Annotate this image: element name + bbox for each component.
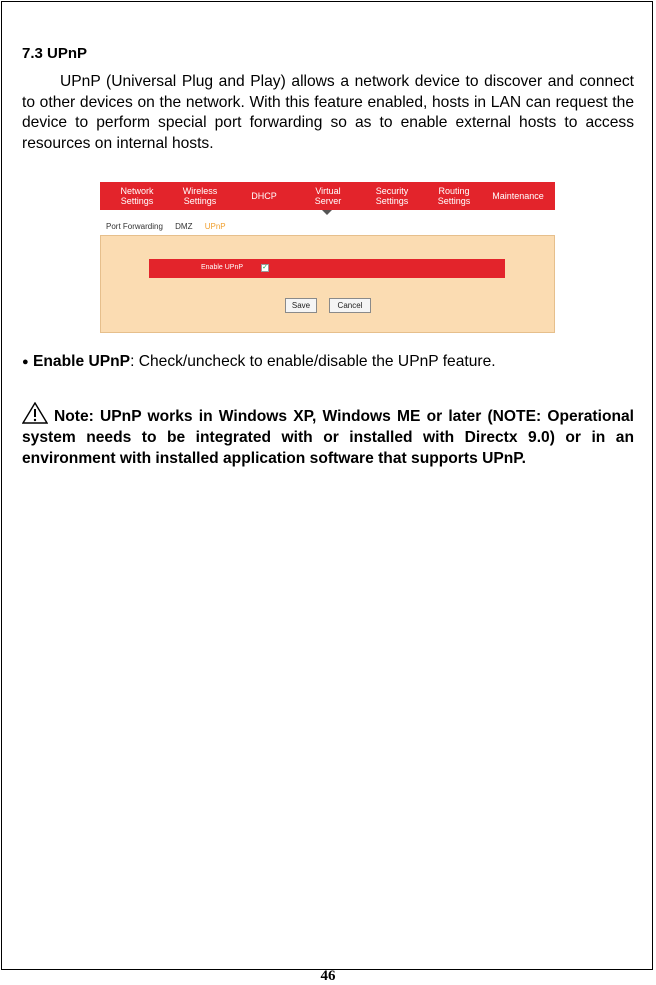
nav-label-line1: Virtual <box>315 185 341 196</box>
page-number: 46 <box>320 968 336 984</box>
nav-label-line2: Settings <box>375 196 409 206</box>
enable-upnp-row <box>149 259 505 278</box>
intro-paragraph: UPnP (Universal Plug and Play) allows a network device to discover and connect to other devices on the network. With this feature enabled, hosts in LAN can request the device to perform special port forwarding so as to enable external hosts to access resources on internal hosts. <box>22 73 634 152</box>
bullet-term: Enable UPnP <box>33 353 131 370</box>
nav-label-line1: Wireless <box>182 185 218 196</box>
section-heading: 7.3 UPnP <box>22 45 88 62</box>
nav-virtual-server[interactable] <box>300 182 356 210</box>
tab-upnp[interactable]: UPnP <box>204 222 226 231</box>
tab-port-forwarding[interactable]: Port Forwarding <box>106 222 163 231</box>
nav-label-line1: Security <box>375 185 409 196</box>
sub-tabs <box>106 222 236 231</box>
nav-label-line1: Maintenance <box>492 190 544 201</box>
note-text: Note: UPnP works in Windows XP, Windows ME or later (NOTE: Operational system needs to be integrated with or installed with Directx 9.0) or in an environment with installed application software that supports UPnP. <box>22 408 634 467</box>
nav-security-settings[interactable] <box>364 182 420 210</box>
enable-upnp-bullet <box>22 353 496 371</box>
nav-label-line2: Settings <box>120 196 154 206</box>
bullet-icon: ● <box>22 356 29 368</box>
cancel-button[interactable]: Cancel <box>329 298 371 313</box>
upnp-screenshot <box>100 182 555 333</box>
nav-label-line2: Settings <box>437 196 471 206</box>
active-nav-arrow-icon <box>322 210 332 215</box>
warning-icon <box>22 402 48 424</box>
note-block <box>22 402 634 469</box>
bullet-text: : Check/uncheck to enable/disable the UPnP feature. <box>130 353 496 370</box>
save-button[interactable]: Save <box>285 298 317 313</box>
enable-upnp-label: Enable UPnP <box>201 264 244 271</box>
nav-label-line2: Settings <box>183 196 217 206</box>
nav-label-line1: Network <box>120 185 154 196</box>
nav-label-line2: Server <box>314 196 342 206</box>
upnp-panel <box>100 235 555 333</box>
nav-dhcp[interactable] <box>238 182 290 210</box>
nav-label-line1: Routing <box>438 185 470 196</box>
top-nav-bar <box>100 182 555 210</box>
nav-network-settings[interactable] <box>108 182 166 210</box>
nav-label-line1: DHCP <box>251 190 277 201</box>
nav-routing-settings[interactable] <box>426 182 482 210</box>
nav-wireless-settings[interactable] <box>172 182 228 210</box>
tab-dmz[interactable]: DMZ <box>175 222 193 231</box>
enable-upnp-checkbox[interactable]: ✓ <box>262 264 268 271</box>
nav-maintenance[interactable] <box>486 182 550 210</box>
